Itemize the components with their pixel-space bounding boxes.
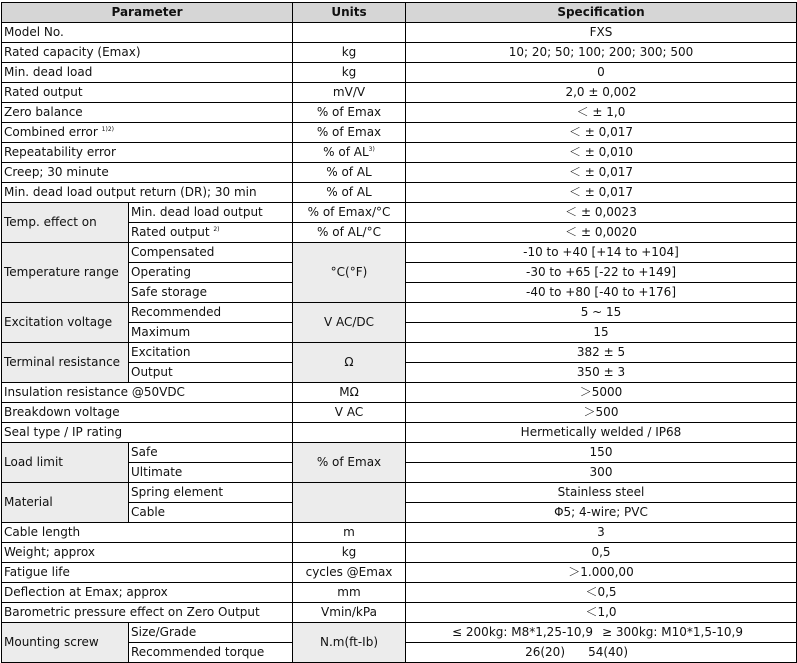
spec-cell: 150	[406, 443, 797, 463]
spec-cell: -10 to +40 [+14 to +104]	[406, 243, 797, 263]
spec-cell: 3	[406, 523, 797, 543]
footnote-marker: 2)	[213, 226, 220, 233]
group-param-cell: Load limit	[2, 443, 129, 483]
param-cell: Barometric pressure effect on Zero Output	[2, 603, 293, 623]
spec-cell: 10; 20; 50; 100; 200; 300; 500	[406, 43, 797, 63]
spec-cell: 0,5	[406, 543, 797, 563]
header-specification: Specification	[406, 3, 797, 23]
footnote-marker: 3)	[368, 146, 375, 153]
group-param-cell: Material	[2, 483, 129, 523]
sub-param-cell: Recommended	[129, 303, 293, 323]
spec-cell: 15	[406, 323, 797, 343]
spec-cell	[406, 643, 797, 663]
spec-cell: Hermetically welded / IP68	[406, 423, 797, 443]
param-cell: Zero balance	[2, 103, 293, 123]
unit-cell: % of AL/°C	[293, 223, 406, 243]
param-cell: Rated output	[2, 83, 293, 103]
table-row	[2, 183, 797, 203]
table-row	[2, 163, 797, 183]
param-cell: Insulation resistance @50VDC	[2, 383, 293, 403]
table-row	[2, 243, 797, 263]
unit-cell: Vmin/kPa	[293, 603, 406, 623]
sub-param-cell: Size/Grade	[129, 623, 293, 643]
unit-cell: V AC	[293, 403, 406, 423]
table-row	[2, 23, 797, 43]
sub-param-cell: Operating	[129, 263, 293, 283]
spec-part: ≤ 200kg: M8*1,25-10,9	[452, 625, 593, 639]
dual-spec	[408, 643, 794, 662]
sub-param-cell: Min. dead load output	[129, 203, 293, 223]
spec-cell: ＜0,5	[406, 583, 797, 603]
unit-cell: mV/V	[293, 83, 406, 103]
table-header-row	[2, 3, 797, 23]
param-label: Combined error	[4, 125, 98, 139]
unit-cell: % of Emax	[293, 123, 406, 143]
table-row	[2, 583, 797, 603]
param-cell: Min. dead load output return (DR); 30 min	[2, 183, 293, 203]
sub-param-cell: Maximum	[129, 323, 293, 343]
dual-spec	[408, 623, 794, 642]
table-row	[2, 563, 797, 583]
spec-part: 54(40)	[588, 645, 628, 659]
group-unit-cell: °C(°F)	[293, 243, 406, 303]
table-row	[2, 103, 797, 123]
spec-cell: FXS	[406, 23, 797, 43]
table-row	[2, 303, 797, 323]
spec-cell: ＞1.000,00	[406, 563, 797, 583]
unit-cell: mm	[293, 583, 406, 603]
spec-cell: ＜ ± 0,010	[406, 143, 797, 163]
spec-cell: ＞500	[406, 403, 797, 423]
spec-cell: ＜ ± 0,017	[406, 163, 797, 183]
table-row	[2, 83, 797, 103]
param-cell: Cable length	[2, 523, 293, 543]
spec-cell: ＞5000	[406, 383, 797, 403]
spec-cell: ＜ ± 0,0023	[406, 203, 797, 223]
table-row	[2, 403, 797, 423]
table-row	[2, 123, 797, 143]
sub-param-cell: Safe storage	[129, 283, 293, 303]
spec-cell: ＜ ± 0,017	[406, 183, 797, 203]
group-param-cell: Excitation voltage	[2, 303, 129, 343]
unit-cell: % of AL	[293, 183, 406, 203]
param-cell: Repeatability error	[2, 143, 293, 163]
param-cell: Breakdown voltage	[2, 403, 293, 423]
table-row	[2, 483, 797, 503]
spec-cell	[406, 623, 797, 643]
param-cell: Rated capacity (Emax)	[2, 43, 293, 63]
spec-part: 26(20)	[525, 645, 565, 659]
param-cell: Model No.	[2, 23, 293, 43]
unit-cell	[293, 143, 406, 163]
unit-cell: kg	[293, 43, 406, 63]
spec-cell: ＜1,0	[406, 603, 797, 623]
unit-cell: % of Emax	[293, 103, 406, 123]
sub-param-label: Rated output	[131, 225, 210, 239]
table-row	[2, 203, 797, 223]
spec-cell: ＜ ± 1,0	[406, 103, 797, 123]
group-unit-cell: V AC/DC	[293, 303, 406, 343]
unit-cell	[293, 423, 406, 443]
sub-param-cell: Cable	[129, 503, 293, 523]
param-cell	[2, 123, 293, 143]
sub-param-cell: Compensated	[129, 243, 293, 263]
unit-cell: % of Emax/°C	[293, 203, 406, 223]
param-cell: Deflection at Emax; approx	[2, 583, 293, 603]
param-cell: Min. dead load	[2, 63, 293, 83]
spec-cell: -30 to +65 [-22 to +149]	[406, 263, 797, 283]
unit-cell: kg	[293, 63, 406, 83]
footnote-marker: 1)2)	[101, 126, 114, 133]
group-unit-cell: Ω	[293, 343, 406, 383]
param-cell: Seal type / IP rating	[2, 423, 293, 443]
table-row	[2, 63, 797, 83]
table-row	[2, 523, 797, 543]
header-parameter: Parameter	[2, 3, 293, 23]
group-param-cell: Terminal resistance	[2, 343, 129, 383]
spec-cell: 300	[406, 463, 797, 483]
sub-param-cell: Safe	[129, 443, 293, 463]
unit-cell	[293, 23, 406, 43]
sub-param-cell	[129, 223, 293, 243]
sub-param-cell: Ultimate	[129, 463, 293, 483]
group-unit-cell	[293, 483, 406, 523]
group-param-cell: Temp. effect on	[2, 203, 129, 243]
spec-cell: Φ5; 4-wire; PVC	[406, 503, 797, 523]
unit-label: % of AL	[323, 145, 369, 159]
sub-param-cell: Excitation	[129, 343, 293, 363]
specification-table	[1, 2, 797, 663]
unit-cell: kg	[293, 543, 406, 563]
spec-part: ≥ 300kg: M10*1,5-10,9	[602, 625, 743, 639]
spec-cell: 0	[406, 63, 797, 83]
spec-cell: 382 ± 5	[406, 343, 797, 363]
spec-table-container	[1, 2, 797, 663]
group-unit-cell: N.m(ft-Ib)	[293, 623, 406, 663]
spec-cell: -40 to +80 [-40 to +176]	[406, 283, 797, 303]
unit-cell: MΩ	[293, 383, 406, 403]
param-cell: Creep; 30 minute	[2, 163, 293, 183]
spec-cell: ＜ ± 0,017	[406, 123, 797, 143]
table-row	[2, 383, 797, 403]
spec-cell: 2,0 ± 0,002	[406, 83, 797, 103]
sub-param-cell: Output	[129, 363, 293, 383]
table-row	[2, 423, 797, 443]
unit-cell: m	[293, 523, 406, 543]
unit-cell: % of AL	[293, 163, 406, 183]
table-row	[2, 603, 797, 623]
unit-cell: cycles @Emax	[293, 563, 406, 583]
table-row	[2, 43, 797, 63]
table-row	[2, 143, 797, 163]
header-units: Units	[293, 3, 406, 23]
group-param-cell: Temperature range	[2, 243, 129, 303]
spec-cell: ＜ ± 0,0020	[406, 223, 797, 243]
spec-cell: 350 ± 3	[406, 363, 797, 383]
spec-cell: 5 ~ 15	[406, 303, 797, 323]
sub-param-cell: Spring element	[129, 483, 293, 503]
group-param-cell: Mounting screw	[2, 623, 129, 663]
table-row	[2, 543, 797, 563]
table-row	[2, 623, 797, 643]
table-row	[2, 343, 797, 363]
sub-param-cell: Recommended torque	[129, 643, 293, 663]
table-row	[2, 443, 797, 463]
param-cell: Fatigue life	[2, 563, 293, 583]
group-unit-cell: % of Emax	[293, 443, 406, 483]
spec-cell: Stainless steel	[406, 483, 797, 503]
param-cell: Weight; approx	[2, 543, 293, 563]
